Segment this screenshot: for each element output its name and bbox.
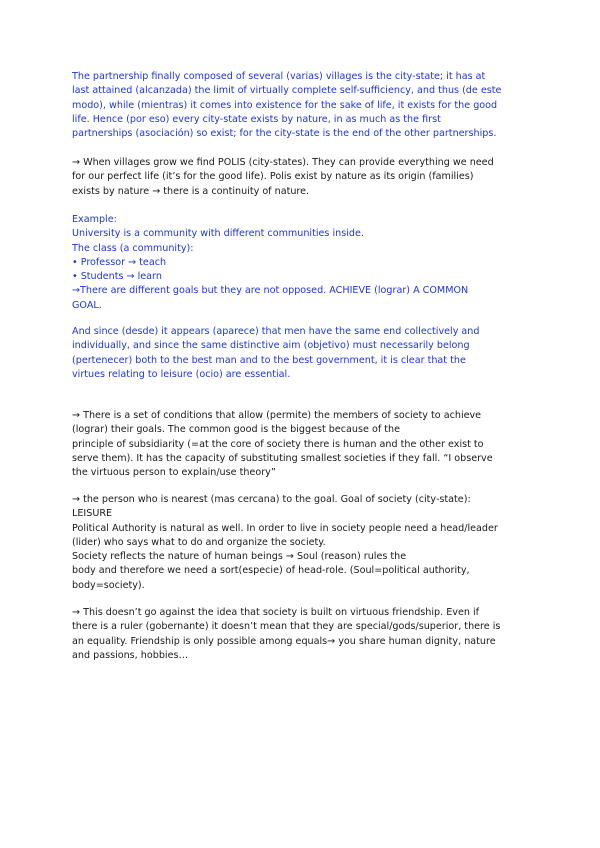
text-line: exists by nature → there is a continuity of nature. [72,185,310,197]
text-line: University is a community with different communities inside. [72,228,364,240]
text-line: → the person who is nearest (mas cercana) to the goal. Goal of society (city-state): [72,494,471,505]
text-line: the virtuous person to explain/use theory” [72,467,276,479]
text-line: last attained (alcanzada) the limit of virtually complete self-sufficiency, and thus (de este [72,85,502,97]
text-line: life. Hence (por eso) every city-state exists by nature, in as much as the first [72,113,441,125]
text-line: (pertenecer) both to the best man and to the best government, it is clear that the [72,354,466,366]
text-line: Political Authority is natural as well. In order to live in society people need a head/leader [72,522,498,534]
text-line: → This doesn’t go against the idea that society is built on virtuous friendship. Even if [72,607,480,618]
text-line: modo), while (mientras) it comes into existence for the sake of life, it exists for the good [72,99,498,111]
list-item: • Professor → teach [72,256,167,268]
text-line: The partnership finally composed of several (varias) villages is the city-state; it has at [72,71,486,82]
text-line: (lider) who says what to do and organize the society. [72,536,326,548]
text-line: partnerships (asociación) so exist; for the city-state is the end of the other partnerships. [72,128,497,140]
paragraph-common-good [72,409,532,480]
list-item: • Students → learn [72,271,162,283]
paragraph-example [72,213,532,313]
text-line: The class (a community): [72,242,194,254]
text-line: GOAL. [72,299,102,311]
text-line: and passions, hobbies… [72,649,189,661]
paragraph-leisure-virtues [72,325,532,382]
text-line: →There are different goals but they are not opposed. ACHIEVE (lograr) A COMMON [72,285,469,297]
text-line: (lograr) their goals. The common good is the biggest because of the [72,424,401,436]
text-line: individually, and since the same distinctive aim (objetivo) must necessarily belong [72,340,470,352]
paragraph-friendship [72,606,532,663]
text-line: there is a ruler (gobernante) it doesn’t mean that they are special/gods/superior, there is [72,621,501,633]
text-line: serve them). It has the capacity of substituting smallest societies if they fall. “I observe [72,452,493,464]
text-line: → There is a set of conditions that allow (permite) the members of society to achieve [72,410,482,421]
text-line: for our perfect life (it’s for the good life). Polis exist by nature as its origin (families) [72,171,474,183]
text-line: → When villages grow we find POLIS (city-states). They can provide everything we need [72,157,494,168]
text-line: virtues relating to leisure (ocio) are essential. [72,368,291,380]
paragraph-polis [72,156,532,199]
text-line: And since (desde) it appears (aparece) that men have the same end collectively and [72,326,480,337]
text-line: Example: [72,214,117,225]
text-line: body and therefore we need a sort(especie) of head-role. (Soul=political authority, [72,565,470,577]
text-line: Society reflects the nature of human beings → Soul (reason) rules the [72,551,407,563]
text-line: body=society). [72,579,145,591]
text-line: principle of subsidiarity (=at the core of society there is human and the other exist to [72,438,484,450]
text-line: an equality. Friendship is only possible among equals→ you share human dignity, nature [72,635,496,647]
paragraph-political-authority [72,493,532,593]
text-line: LEISURE [72,508,113,520]
paragraph-city-state-definition [72,70,532,141]
